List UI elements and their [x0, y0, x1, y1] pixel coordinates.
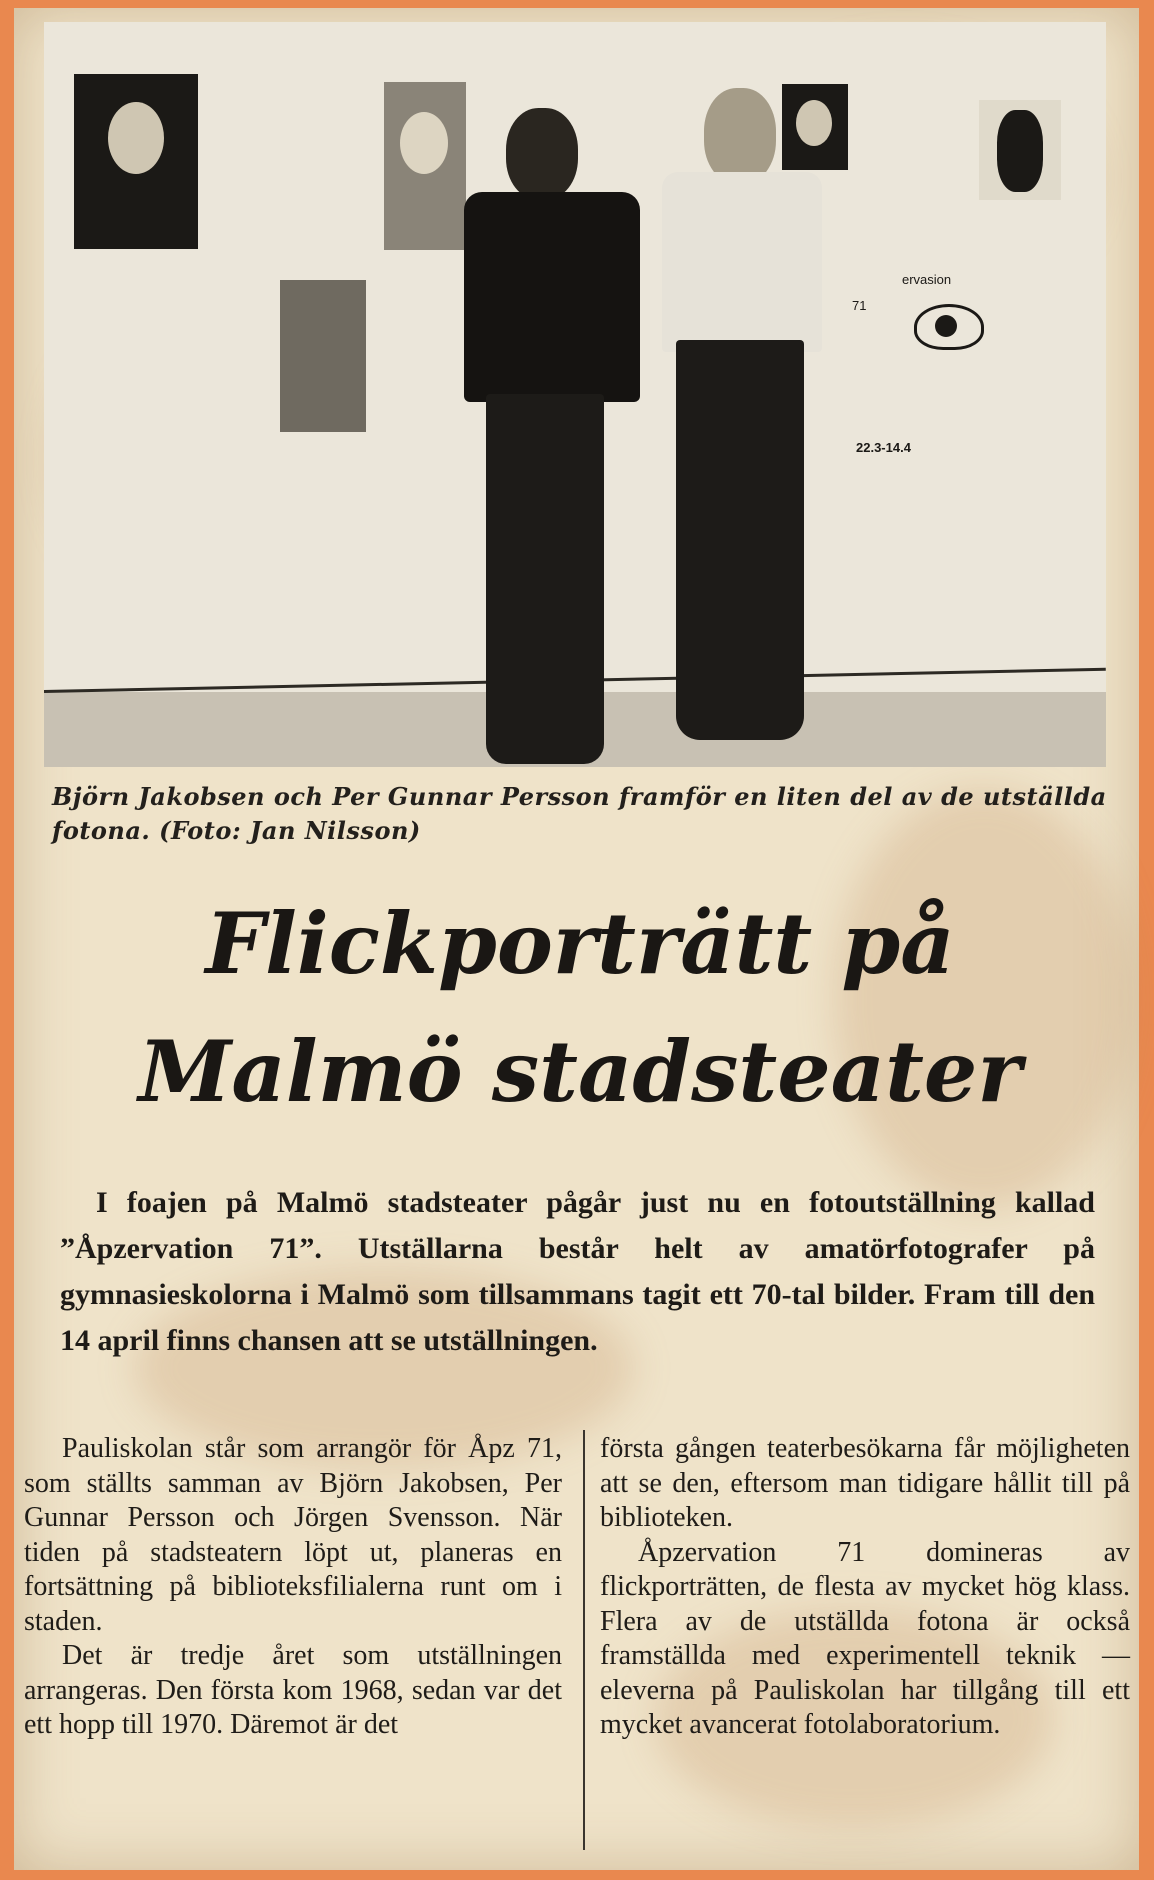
body-paragraph: Det är tredje året som utställningen arrangeras. Den första kom 1968, sedan var det ett hopp till 1970. Däremot är det: [24, 1640, 562, 1740]
poster-number: 71: [852, 298, 867, 313]
body-paragraph: Åpzervation 71 domineras av flickporträtten, de flesta av mycket hög klass. Flera av de utställda fotona är också framställda med experimentell teknik — eleverna på Pauliskolan har tillgång till ett mycket avancerat fotolaboratorium.: [600, 1536, 1130, 1740]
body-column-left: [24, 1432, 562, 1743]
column-divider: [583, 1430, 585, 1850]
lead-paragraph: I foajen på Malmö stadsteater pågår just nu en fotoutställning kallad ”Åpzervation 71”. Utställarna består helt av amatörfotografer på gymnasieskolorna i Malmö som tillsammans tagit ett 70-tal bilder. Fram till den 14 april finns chansen att se utställningen.: [60, 1186, 1095, 1357]
headline-line-2: Malmö stadsteater: [138, 1022, 1022, 1121]
body-column-right: [600, 1432, 1130, 1743]
headline-line-1: Flickporträtt på: [205, 894, 955, 993]
portrait-photo-3: [280, 280, 366, 432]
photo-caption: Björn Jakobsen och Per Gunnar Persson framför en liten del av de utställda fotona. (Foto: Jan Nilsson): [52, 782, 1107, 845]
eye-illustration: [914, 304, 984, 350]
poster-dates: 22.3-14.4: [856, 440, 911, 455]
portrait-photo-1: [74, 74, 198, 249]
portrait-photo-4: [782, 84, 848, 170]
exhibition-photo: [44, 22, 1106, 767]
body-paragraph: första gången teaterbesökarna får möjligheten att se den, eftersom man tidigare hållit till på biblioteken.: [600, 1433, 1130, 1533]
headline: [60, 880, 1100, 1136]
poster-label: ervasion: [902, 272, 952, 287]
body-paragraph: Pauliskolan står som arrangör för Åpz 71, som ställts samman av Björn Jakobsen, Per Gunnar Persson och Jörgen Svensson. När tiden på stadsteatern löpt ut, planeras en fortsättning på biblioteksfilialerna runt om i staden.: [24, 1433, 562, 1637]
portrait-photo-5: [979, 100, 1061, 200]
portrait-photo-2: [384, 82, 466, 250]
